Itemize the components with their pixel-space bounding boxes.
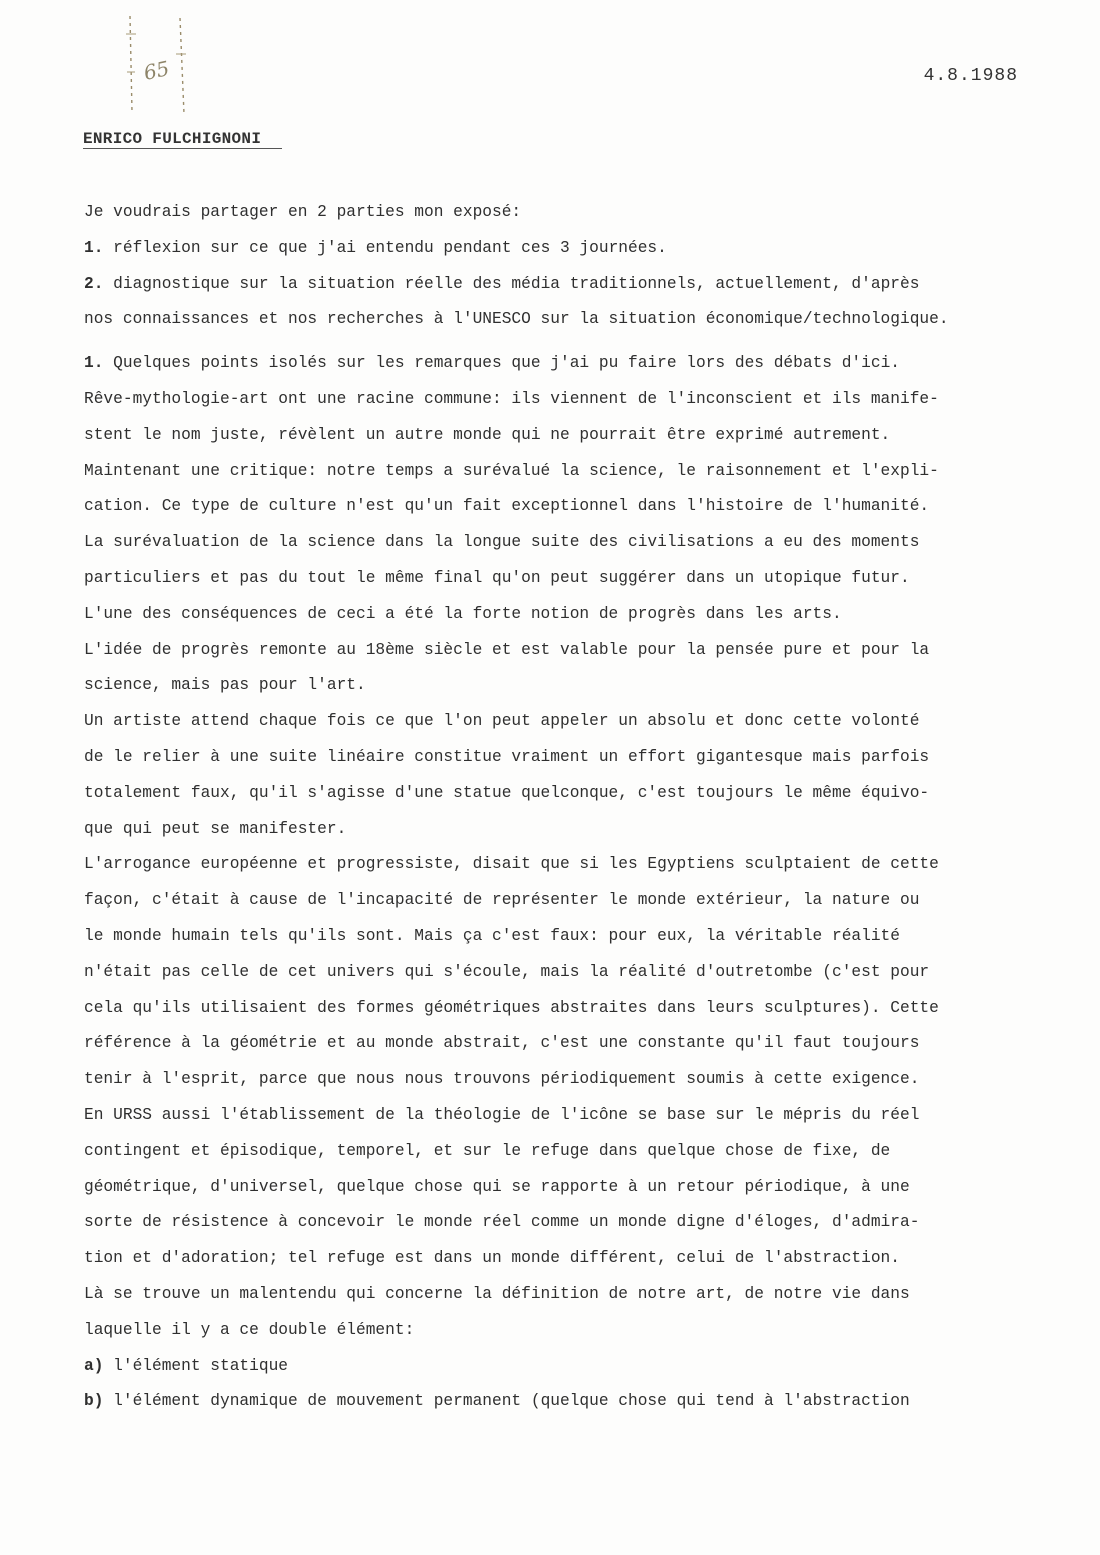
text-line (84, 776, 1074, 812)
list-marker: b) (84, 1392, 104, 1411)
line-text: diagnostique sur la situation réelle des média traditionnels, actuellement, d'après (103, 274, 920, 293)
text-line (84, 1134, 1074, 1170)
text-line (84, 1349, 1074, 1385)
text-line (84, 633, 1074, 669)
text-line (84, 1026, 1074, 1062)
line-text: stent le nom juste, révèlent un autre monde qui ne pourrait être exprimé autrement. (84, 425, 891, 444)
text-line (84, 704, 1074, 740)
line-text: de le relier à une suite linéaire constitue vraiment un effort gigantesque mais parfois (84, 747, 930, 766)
text-line (84, 847, 1074, 883)
line-text: tion et d'adoration; tel refuge est dans un monde différent, celui de l'abstraction. (84, 1249, 900, 1268)
text-line (84, 382, 1074, 418)
line-text: façon, c'était à cause de l'incapacité de représenter le monde extérieur, la nature ou (84, 891, 920, 910)
text-line (84, 1170, 1074, 1206)
text-line (84, 418, 1074, 454)
archive-stamp (118, 14, 194, 114)
text-line (84, 1098, 1074, 1134)
line-text: totalement faux, qu'il s'agisse d'une statue quelconque, c'est toujours le même équivo- (84, 783, 930, 802)
text-line (84, 1205, 1074, 1241)
document-date: 4.8.1988 (923, 66, 1018, 86)
line-text: science, mais pas pour l'art. (84, 676, 366, 695)
text-line (84, 231, 1074, 267)
text-line (84, 812, 1074, 848)
author-underline (83, 148, 282, 149)
line-text: cation. Ce type de culture n'est qu'un fait exceptionnel dans l'histoire de l'humanité. (84, 497, 930, 516)
text-line (84, 267, 1074, 303)
text-line (84, 302, 1074, 338)
line-text: n'était pas celle de cet univers qui s'écoule, mais la réalité d'outretombe (c'est pour (84, 962, 930, 981)
text-line (84, 668, 1074, 704)
line-text: contingent et épisodique, temporel, et sur le refuge dans quelque chose de fixe, de (84, 1141, 891, 1160)
text-line (84, 346, 1074, 382)
line-text: l'élément dynamique de mouvement permanent (quelque chose qui tend à l'abstraction (103, 1392, 910, 1411)
text-line (84, 1241, 1074, 1277)
text-line (84, 1313, 1074, 1349)
line-text: nos connaissances et nos recherches à l'UNESCO sur la situation économique/technologique. (84, 310, 949, 329)
text-line (84, 525, 1074, 561)
handwritten-number: 65 (141, 56, 172, 85)
text-line (84, 740, 1074, 776)
text-line (84, 489, 1074, 525)
list-marker: 1. (84, 238, 104, 257)
text-line (84, 1277, 1074, 1313)
text-line (84, 1062, 1074, 1098)
text-line (84, 597, 1074, 633)
text-line (84, 883, 1074, 919)
line-text: référence à la géométrie et au monde abstrait, c'est une constante qu'il faut toujours (84, 1034, 920, 1053)
text-line (84, 195, 1074, 231)
text-line (84, 454, 1074, 490)
text-line (84, 955, 1074, 991)
line-text: L'arrogance européenne et progressiste, disait que si les Egyptiens sculptaient de cette (84, 855, 939, 874)
text-line (84, 561, 1074, 597)
paragraph (84, 195, 1074, 338)
line-text: L'une des conséquences de ceci a été la forte notion de progrès dans les arts. (84, 604, 842, 623)
line-text: l'élément statique (103, 1356, 289, 1375)
line-text: Quelques points isolés sur les remarques que j'ai pu faire lors des débats d'ici. (103, 354, 900, 373)
line-text: que qui peut se manifester. (84, 819, 347, 838)
line-text: particuliers et pas du tout le même final qu'on peut suggérer dans un utopique futur. (84, 568, 910, 587)
paragraph-gap (84, 338, 1074, 346)
line-text: La surévaluation de la science dans la longue suite des civilisations a eu des moments (84, 533, 920, 552)
line-text: En URSS aussi l'établissement de la théologie de l'icône se base sur le mépris du réel (84, 1105, 920, 1124)
line-text: réflexion sur ce que j'ai entendu pendant ces 3 journées. (103, 238, 667, 257)
line-text: cela qu'ils utilisaient des formes géométriques abstraites dans leurs sculptures). Cette (84, 998, 939, 1017)
line-text: Un artiste attend chaque fois ce que l'on peut appeler un absolu et donc cette volonté (84, 712, 920, 731)
line-text: Rêve-mythologie-art ont une racine commune: ils viennent de l'inconscient et ils manife- (84, 389, 939, 408)
line-text: tenir à l'esprit, parce que nous nous trouvons périodiquement soumis à cette exigence. (84, 1070, 920, 1089)
line-text: Je voudrais partager en 2 parties mon exposé: (84, 203, 522, 221)
line-text: laquelle il y a ce double élément: (84, 1320, 415, 1339)
list-marker: 2. (84, 274, 104, 293)
list-marker: a) (84, 1356, 104, 1375)
text-line (84, 991, 1074, 1027)
list-marker: 1. (84, 354, 104, 373)
line-text: sorte de résistence à concevoir le monde réel comme un monde digne d'éloges, d'admira- (84, 1213, 920, 1232)
archive-stamp-mark (118, 14, 194, 114)
paragraph (84, 346, 1074, 1420)
line-text: L'idée de progrès remonte au 18ème siècle et est valable pour la pensée pure et pour la (84, 640, 930, 659)
line-text: le monde humain tels qu'ils sont. Mais ça c'est faux: pour eux, la véritable réalité (84, 926, 900, 945)
document-body (84, 195, 1074, 1420)
text-line (84, 919, 1074, 955)
line-text: Maintenant une critique: notre temps a surévalué la science, le raisonnement et l'expli- (84, 461, 939, 480)
author-name: ENRICO FULCHIGNONI (83, 130, 262, 148)
line-text: Là se trouve un malentendu qui concerne la définition de notre art, de notre vie dans (84, 1284, 910, 1303)
line-text: géométrique, d'universel, quelque chose qui se rapporte à un retour périodique, à une (84, 1177, 910, 1196)
text-line (84, 1384, 1074, 1420)
